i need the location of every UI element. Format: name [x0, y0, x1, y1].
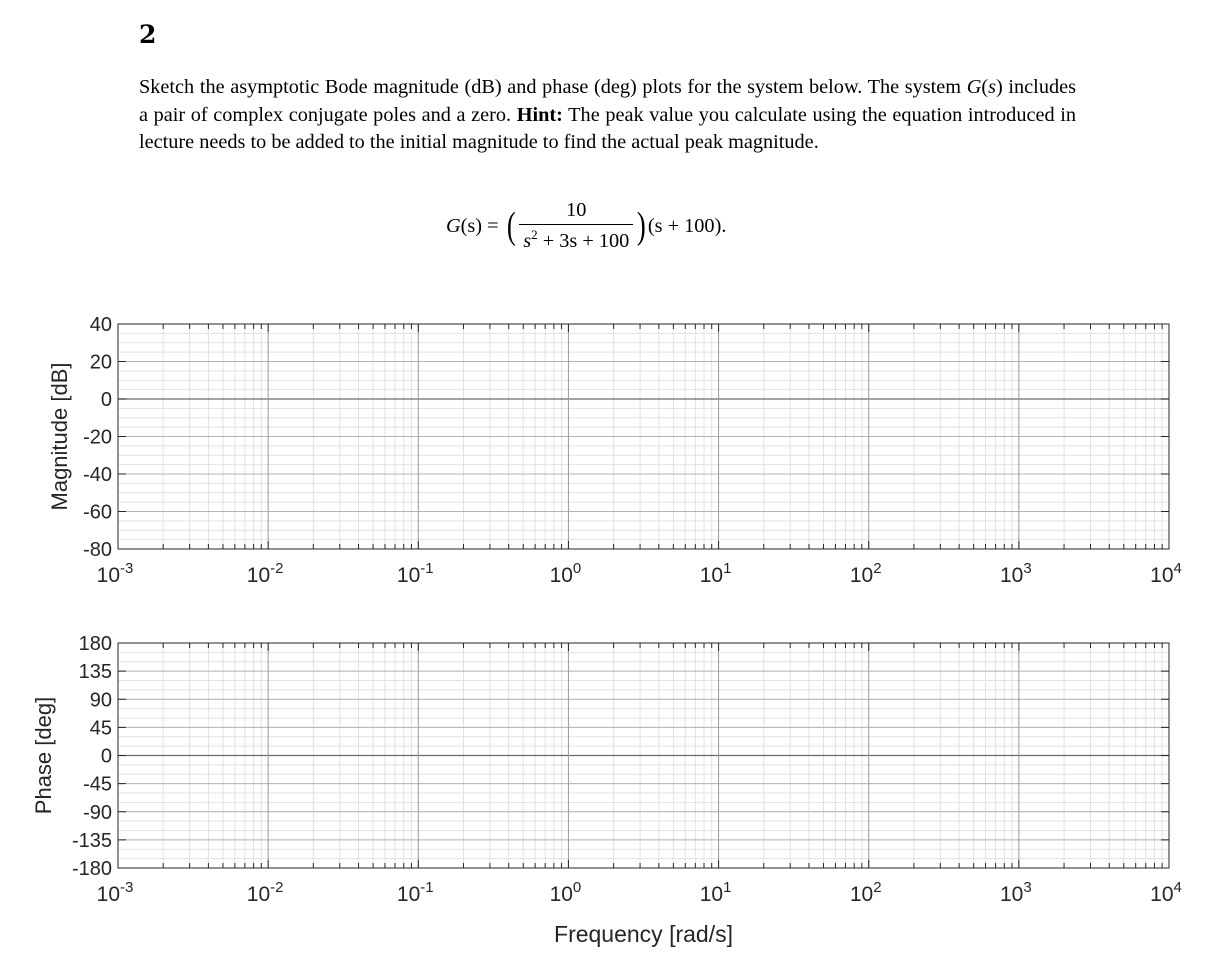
equation-paren-left: (	[506, 205, 516, 247]
y-tick-label: 180	[78, 633, 112, 655]
equation-factor: (s + 100).	[647, 214, 727, 237]
equation-den-rest: + 3s + 100	[537, 229, 630, 252]
equation-den-s: s	[523, 229, 532, 252]
problem-number: 2	[139, 20, 157, 49]
x-tick-label: $10^0$	[549, 879, 582, 906]
x-tick-label: $10^4$	[1150, 879, 1182, 906]
transfer-function-symbol: G	[966, 76, 982, 98]
y-tick-label: 0	[100, 389, 112, 411]
equation-lhs: G	[446, 214, 461, 237]
problem-text-paren-open: (	[981, 76, 989, 98]
y-tick-label: 40	[89, 314, 112, 336]
equation-lhs-arg: (s) =	[460, 214, 499, 237]
phase-plot	[31, 633, 1182, 947]
y-tick-label: -80	[83, 539, 112, 561]
problem-text-part-1: Sketch the asymptotic Bode magnitude (dB) and phase (deg) plots for the system below. The system	[139, 76, 967, 98]
hint-text: The peak value you calculate using the equation introduced in lecture needs to be added to the initial magnitude to find the actual peak magnitude.	[139, 103, 1076, 153]
y-tick-label: -45	[83, 773, 112, 796]
equation-numerator: 10	[566, 199, 587, 222]
laplace-variable: s	[988, 76, 997, 98]
equation-den-exponent: 2	[531, 227, 538, 243]
x-tick-label: $10^0$	[549, 560, 582, 587]
y-tick-label: 135	[78, 661, 112, 684]
x-axis-label: Frequency [rad/s]	[554, 921, 733, 947]
y-axis-label: Magnitude [dB]	[47, 362, 72, 511]
y-tick-label: -180	[71, 858, 112, 880]
x-tick-label: $10^2$	[849, 879, 882, 906]
x-tick-label: $10^2$	[849, 560, 882, 587]
y-tick-label: 45	[89, 717, 112, 740]
y-tick-label: 90	[89, 689, 112, 712]
hint-label: Hint:	[516, 103, 563, 126]
y-tick-label: 20	[89, 351, 112, 374]
y-tick-label: -135	[71, 829, 112, 852]
x-tick-label: $10^{-2}$	[246, 879, 284, 906]
x-tick-label: $10^1$	[699, 879, 732, 906]
y-tick-label: -40	[83, 464, 112, 486]
x-tick-label: $10^{-2}$	[246, 560, 284, 587]
x-tick-label: $10^{-1}$	[396, 879, 434, 906]
x-tick-label: $10^4$	[1150, 560, 1182, 587]
y-tick-label: -90	[83, 801, 112, 824]
x-tick-label: $10^1$	[699, 560, 732, 587]
x-tick-label: $10^{-3}$	[96, 560, 134, 587]
y-tick-label: 0	[100, 745, 112, 768]
y-axis-label: Phase [deg]	[31, 696, 56, 815]
magnitude-plot	[47, 314, 1182, 587]
y-tick-label: -60	[83, 501, 112, 524]
y-tick-label: -20	[83, 426, 112, 449]
problem-text-part-3: ) includes a pair of complex conjugate poles and a zero.	[139, 76, 1076, 126]
x-tick-label: $10^3$	[1000, 879, 1032, 906]
x-tick-label: $10^3$	[1000, 560, 1032, 587]
x-tick-label: $10^{-3}$	[96, 879, 134, 906]
x-tick-label: $10^{-1}$	[396, 560, 434, 587]
equation-paren-right: )	[637, 205, 647, 247]
